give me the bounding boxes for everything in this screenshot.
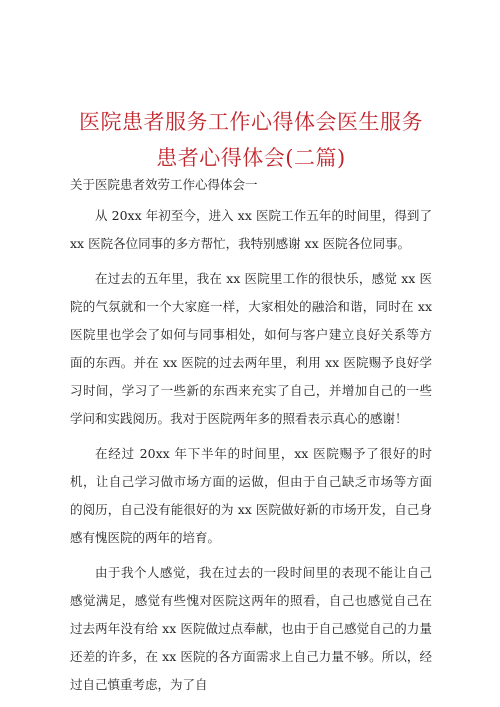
document-body bbox=[70, 202, 432, 706]
paragraph: 在过去的五年里，我在 xx 医院里工作的很快乐，感觉 xx 医院的气氛就和一个大家庭一样，大家相处的融洽和谐，同时在 xx 医院里也学会了如何与同事相处，如何与客户建立良好关系等方面的东西。并在 xx 医院的过去两年里，利用 xx 医院赐予良好学习时间，学习了一些新的东西来充实了自己，并增加自己的一些学问和实践阅历。我对于医院两年多的照看表示真心的感谢！ bbox=[70, 271, 432, 426]
paragraph: 在经过 20xx 年下半年的时间里，xx 医院赐予了很好的时机，让自己学习做市场方面的运做，但由于自己缺乏市场等方面的阅历，自己没有能很好的为 xx 医院做好新的市场开发，自己身感有愧医院的两年的培育。 bbox=[70, 446, 432, 545]
paragraph: 由于我个人感觉，我在过去的一段时间里的表现不能让自己感觉满足，感觉有些愧对医院这两年的照看，自己也感觉自己在过去两年没有给 xx 医院做过点奉献，也由于自己感觉自己的力量还差的许多，在 xx 医院的各方面需求上自己力量不够。所以，经过自己慎重考虑，为了自 bbox=[70, 565, 432, 692]
paragraph: 从 20xx 年初至今，进入 xx 医院工作五年的时间里，得到了 xx 医院各位同事的多方帮忙，我特别感谢 xx 医院各位同事。 bbox=[70, 208, 432, 251]
section-heading: 关于医院患者效劳工作心得体会一 bbox=[70, 177, 258, 192]
document-title: 医院患者服务工作心得体会医生服务患者心得体会(二篇) bbox=[79, 110, 423, 170]
